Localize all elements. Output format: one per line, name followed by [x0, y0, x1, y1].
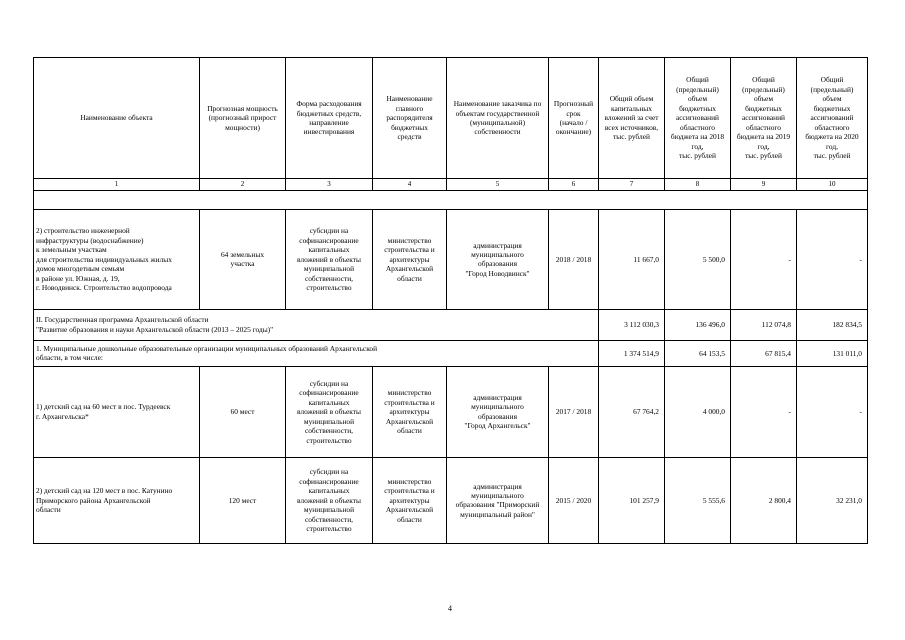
total-investment: 101 257,9	[599, 457, 665, 543]
budget-2019: -	[731, 366, 797, 457]
program-title: II. Государственная программа Архангельской области "Развитие образования и науки Архангельской области (2013 – 2025 годы)"	[34, 309, 599, 340]
object-name: 1) детский сад на 60 мест в пос. Турдеевск г. Архангельска*	[34, 366, 200, 457]
spacer-row	[34, 190, 868, 209]
budget-2019: -	[731, 209, 797, 309]
object-name: 2) строительство инженерной инфраструктуры (водоснабжение) к земельным участкам для строительства индивидуальных жилых домов многодетным семьям в районе ул. Южная, д. 19, г. Новодвинск. Строительство водопровода	[34, 209, 200, 309]
section-row	[34, 340, 868, 366]
spacer-cell	[34, 190, 868, 209]
spending-form: субсидии на софинансирование капитальных вложений в объекты муниципальной собственности, строительство	[286, 457, 373, 543]
header-customer: Наименование заказчика по объектам государственной (муниципальной) собственности	[447, 58, 549, 179]
program-budget-2019: 112 074,8	[731, 309, 797, 340]
customer: администрация муниципального образования "Город Новодвинск"	[447, 209, 549, 309]
table-row	[34, 457, 868, 543]
capacity: 60 мест	[200, 366, 286, 457]
program-row	[34, 309, 868, 340]
header-object-name: Наименование объекта	[34, 58, 200, 179]
column-number: 5	[447, 179, 549, 191]
spending-form: субсидии на софинансирование капитальных вложений в объекты муниципальной собственности, строительство	[286, 366, 373, 457]
budget-2020: -	[797, 366, 868, 457]
budget-2020: 32 231,0	[797, 457, 868, 543]
total-investment: 67 764,2	[599, 366, 665, 457]
column-number: 10	[797, 179, 868, 191]
section-budget-2018: 64 153,5	[665, 340, 731, 366]
term: 2017 / 2018	[549, 366, 599, 457]
investment-table	[33, 57, 868, 544]
term: 2018 / 2018	[549, 209, 599, 309]
column-number: 2	[200, 179, 286, 191]
budget-manager: министерство строительства и архитектуры Архангельской области	[373, 209, 447, 309]
capacity: 64 земельных участка	[200, 209, 286, 309]
column-number: 3	[286, 179, 373, 191]
program-budget-2020: 182 834,5	[797, 309, 868, 340]
total-investment: 11 667,0	[599, 209, 665, 309]
column-number: 7	[599, 179, 665, 191]
table-row	[34, 209, 868, 309]
header-spending-form: Форма расходования бюджетных средств, направление инвестирования	[286, 58, 373, 179]
budget-2018: 4 000,0	[665, 366, 731, 457]
section-total: 1 374 514,9	[599, 340, 665, 366]
budget-manager: министерство строительства и архитектуры Архангельской области	[373, 366, 447, 457]
budget-2018: 5 555,6	[665, 457, 731, 543]
header-budget-manager: Наименование главного распорядителя бюджетных средств	[373, 58, 447, 179]
column-number: 8	[665, 179, 731, 191]
spending-form: субсидии на софинансирование капитальных вложений в объекты муниципальной собственности, строительство	[286, 209, 373, 309]
budget-2020: -	[797, 209, 868, 309]
page-number: 4	[448, 604, 452, 613]
budget-manager: министерство строительства и архитектуры Архангельской области	[373, 457, 447, 543]
customer: администрация муниципального образования "Приморский муниципальный район"	[447, 457, 549, 543]
program-total: 3 112 030,3	[599, 309, 665, 340]
header-budget-2018: Общий (предельный) объем бюджетных ассигнований областного бюджета на 2018 год, тыс. рублей	[665, 58, 731, 179]
object-name: 2) детский сад на 120 мест в пос. Катунино Приморского района Архангельской области	[34, 457, 200, 543]
term: 2015 / 2020	[549, 457, 599, 543]
column-number: 4	[373, 179, 447, 191]
capacity: 120 мест	[200, 457, 286, 543]
table-row	[34, 366, 868, 457]
section-title: 1. Муниципальные дошкольные образовательные организации муниципальных образований Архангельской области, в том числе:	[34, 340, 599, 366]
section-budget-2020: 131 011,0	[797, 340, 868, 366]
header-budget-2020: Общий (предельный) объем бюджетных ассигнований областного бюджета на 2020 год, тыс. рублей	[797, 58, 868, 179]
table-header-row	[34, 58, 868, 179]
column-number-row	[34, 179, 868, 191]
customer: администрация муниципального образования "Город Архангельск"	[447, 366, 549, 457]
header-budget-2019: Общий (предельный) объем бюджетных ассигнований областного бюджета на 2019 год, тыс. рублей	[731, 58, 797, 179]
program-budget-2018: 136 496,0	[665, 309, 731, 340]
budget-2019: 2 800,4	[731, 457, 797, 543]
header-term: Прогнозный срок (начало / окончание)	[549, 58, 599, 179]
budget-2018: 5 500,0	[665, 209, 731, 309]
column-number: 6	[549, 179, 599, 191]
column-number: 9	[731, 179, 797, 191]
header-total-investment: Общий объем капитальных вложений за счет всех источников, тыс. рублей	[599, 58, 665, 179]
header-capacity: Прогнозная мощность (прогнозный прирост мощности)	[200, 58, 286, 179]
section-budget-2019: 67 815,4	[731, 340, 797, 366]
column-number: 1	[34, 179, 200, 191]
